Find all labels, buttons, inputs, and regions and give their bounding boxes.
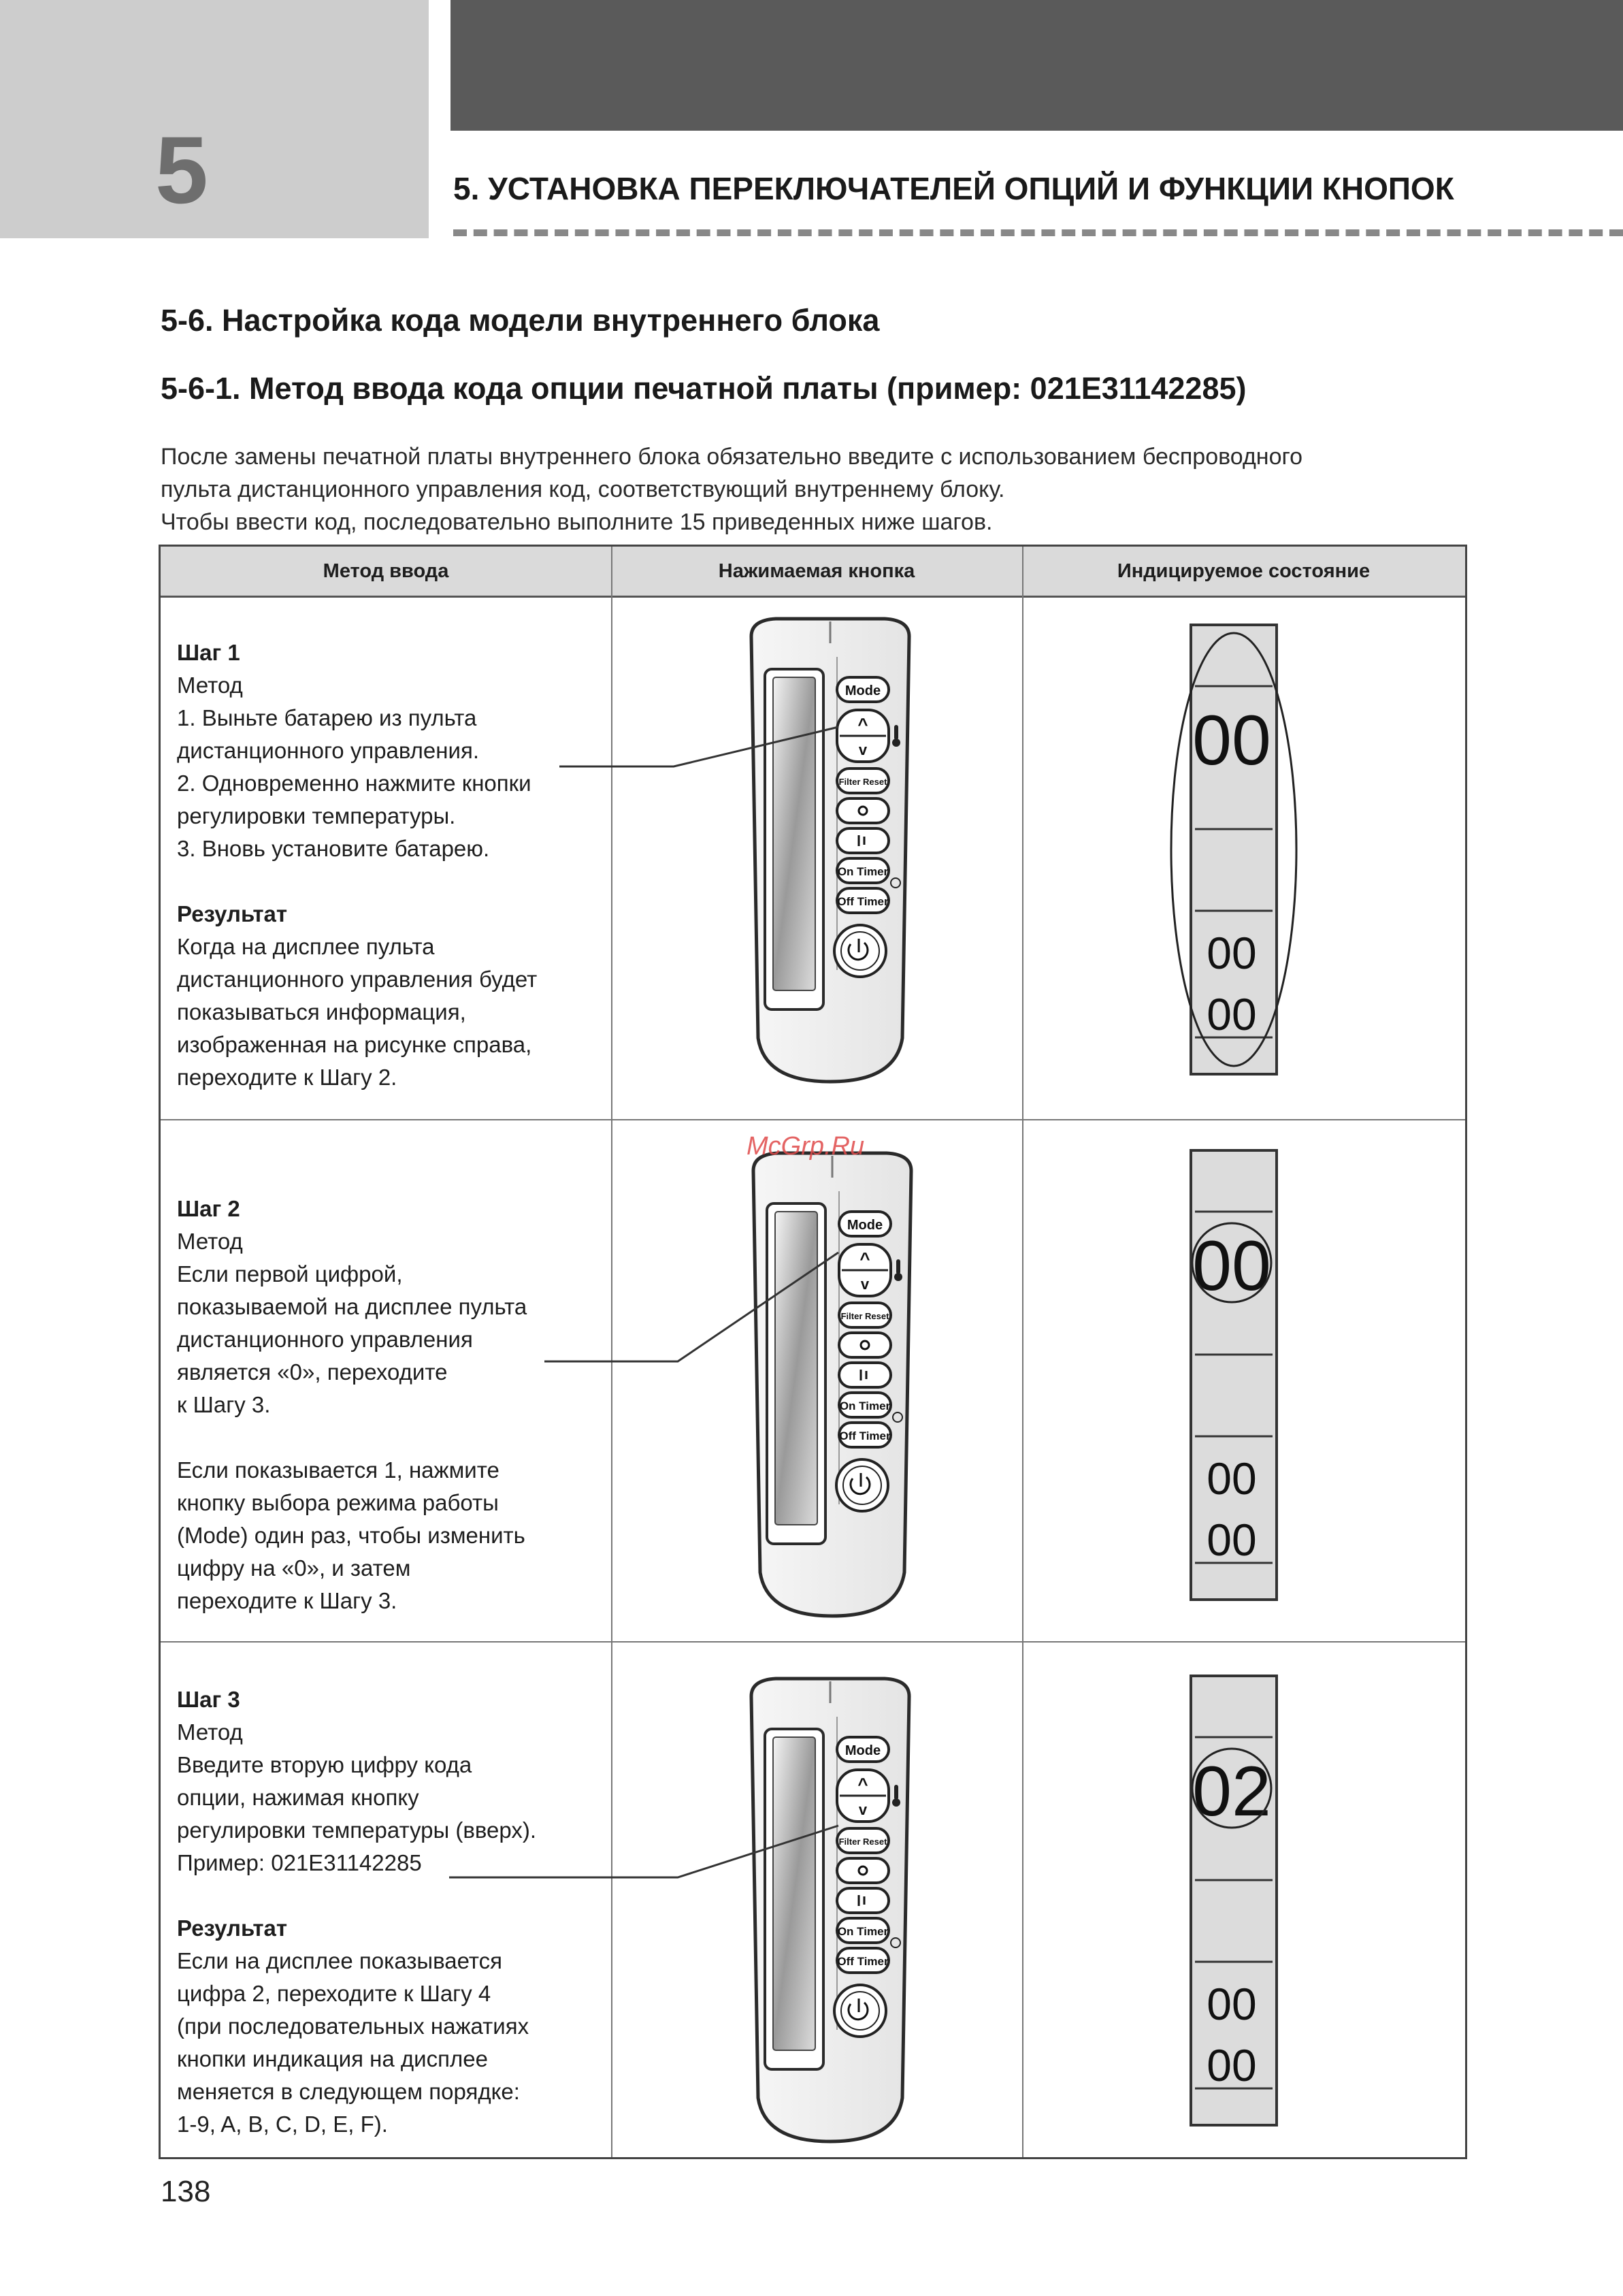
step-line: цифру на «0», и затем xyxy=(177,1555,411,1581)
result-line: изображенная на рисунке справа, xyxy=(177,1032,532,1057)
temperature-buttons xyxy=(837,1770,889,1822)
svg-text:Mode: Mode xyxy=(847,1218,883,1233)
step-line: переходите к Шагу 3. xyxy=(177,1588,397,1613)
svg-text:On Timer: On Timer xyxy=(837,1925,889,1938)
lcd-main-digits: 00 xyxy=(1192,701,1271,780)
remote-control xyxy=(751,1679,909,2141)
step-line: 2. Одновременно нажмите кнопки xyxy=(177,771,531,796)
step-line: Пример: 021E31142285 xyxy=(177,1850,422,1875)
intro-line: Чтобы ввести код, последовательно выполните 15 приведенных ниже шагов. xyxy=(161,509,993,535)
result-line: показываться информация, xyxy=(177,999,466,1024)
svg-text:Off Timer: Off Timer xyxy=(837,895,889,908)
swing-button xyxy=(837,1888,889,1913)
step-line: 3. Вновь установите батарею. xyxy=(177,836,490,861)
step-line: к Шагу 3. xyxy=(177,1392,271,1417)
step-line: опции, нажимая кнопку xyxy=(177,1785,419,1810)
lcd-row-digits: 00 xyxy=(1207,928,1257,978)
off-timer-button xyxy=(837,1948,889,1973)
result-line: дистанционного управления будет xyxy=(177,967,538,992)
page-number: 138 xyxy=(161,2175,211,2208)
chapter-title: 5. УСТАНОВКА ПЕРЕКЛЮЧАТЕЛЕЙ ОПЦИЙ И ФУНКЦИИ КНОПОК xyxy=(453,171,1454,206)
header-method: Метод ввода xyxy=(323,560,449,582)
chapter-number: 5 xyxy=(155,116,208,223)
section-title: 5-6. Настройка кода модели внутреннего блока xyxy=(161,303,880,338)
step-line: Если показывается 1, нажмите xyxy=(177,1457,499,1483)
result-line: цифра 2, переходите к Шагу 4 xyxy=(177,1981,491,2006)
svg-text:Off Timer: Off Timer xyxy=(839,1429,891,1442)
step-line: 1. Выньте батарею из пульта xyxy=(177,705,477,730)
svg-text:Off Timer: Off Timer xyxy=(837,1955,889,1968)
section-subtitle: 5-6-1. Метод ввода кода опции печатной платы (пример: 021E31142285) xyxy=(161,371,1247,406)
lcd-row-digits: 00 xyxy=(1207,1979,1257,2029)
step-line: дистанционного управления xyxy=(177,1327,473,1352)
step-line: Если первой цифрой, xyxy=(177,1261,403,1287)
on-timer-button xyxy=(837,1918,889,1943)
step-title: Шаг 3 xyxy=(177,1687,240,1712)
step-line: (Mode) один раз, чтобы изменить xyxy=(177,1523,525,1548)
step-line: регулировки температуры. xyxy=(177,803,456,828)
lcd-row-digits: 00 xyxy=(1207,1453,1257,1504)
temp-up-icon: ^ xyxy=(859,1248,870,1269)
lcd-main-digits: 02 xyxy=(1192,1752,1271,1831)
step-title: Шаг 2 xyxy=(177,1196,240,1221)
result-line: кнопки индикация на дисплее xyxy=(177,2046,488,2071)
intro-line: После замены печатной платы внутреннего блока обязательно введите с использованием беспроводного xyxy=(161,444,1303,470)
header-button: Нажимаемая кнопка xyxy=(718,560,915,582)
result-line: Если на дисплее показывается xyxy=(177,1948,503,1973)
result-line: меняется в следующем порядке: xyxy=(177,2079,520,2104)
filter-reset-button xyxy=(837,1828,889,1853)
step-line: регулировки температуры (вверх). xyxy=(177,1817,536,1843)
svg-text:On Timer: On Timer xyxy=(837,865,889,878)
lcd-row-digits: 00 xyxy=(1207,1515,1257,1565)
step-line: является «0», переходите xyxy=(177,1359,448,1385)
temp-up-icon: ^ xyxy=(857,1774,868,1794)
intro-line: пульта дистанционного управления код, соответствующий внутреннему блоку. xyxy=(161,476,1005,502)
step-line: Введите вторую цифру кода xyxy=(177,1752,472,1777)
step-line: Метод xyxy=(177,1719,243,1745)
power-button xyxy=(834,1985,886,2037)
result-line: (при последовательных нажатиях xyxy=(177,2014,529,2039)
watermark: McGrp.Ru xyxy=(747,1132,865,1161)
svg-text:Mode: Mode xyxy=(845,1743,881,1758)
step-line: показываемой на дисплее пульта xyxy=(177,1294,527,1319)
svg-text:Filter Reset: Filter Reset xyxy=(838,777,887,787)
lcd-row-digits: 00 xyxy=(1207,2040,1257,2090)
step-title: Шаг 1 xyxy=(177,640,240,665)
step-line: кнопку выбора режима работы xyxy=(177,1490,499,1515)
svg-text:Filter Reset: Filter Reset xyxy=(840,1311,889,1321)
mode-button xyxy=(837,1737,889,1762)
step-line: Метод xyxy=(177,1229,243,1254)
temp-down-icon: v xyxy=(858,741,868,758)
svg-text:On Timer: On Timer xyxy=(839,1400,891,1412)
step-line: дистанционного управления. xyxy=(177,738,479,763)
step-line: Метод xyxy=(177,673,243,698)
header-state: Индицируемое состояние xyxy=(1117,560,1371,582)
lcd-main-digits: 00 xyxy=(1192,1227,1271,1306)
result-line: 1-9, A, B, C, D, E, F). xyxy=(177,2112,388,2137)
svg-text:Mode: Mode xyxy=(845,683,881,698)
lcd-display xyxy=(1191,1676,1277,2125)
thermometer-icon xyxy=(894,1785,898,1800)
temp-down-icon: v xyxy=(860,1276,870,1293)
temp-up-icon: ^ xyxy=(857,714,868,734)
temp-down-icon: v xyxy=(858,1801,868,1818)
result-line: переходите к Шагу 2. xyxy=(177,1065,397,1090)
lcd-row-digits: 00 xyxy=(1207,989,1257,1039)
result-title: Результат xyxy=(177,1915,288,1941)
svg-text:Filter Reset: Filter Reset xyxy=(838,1837,887,1847)
fan-button xyxy=(837,1858,889,1883)
result-title: Результат xyxy=(177,901,288,926)
result-line: Когда на дисплее пульта xyxy=(177,934,435,959)
